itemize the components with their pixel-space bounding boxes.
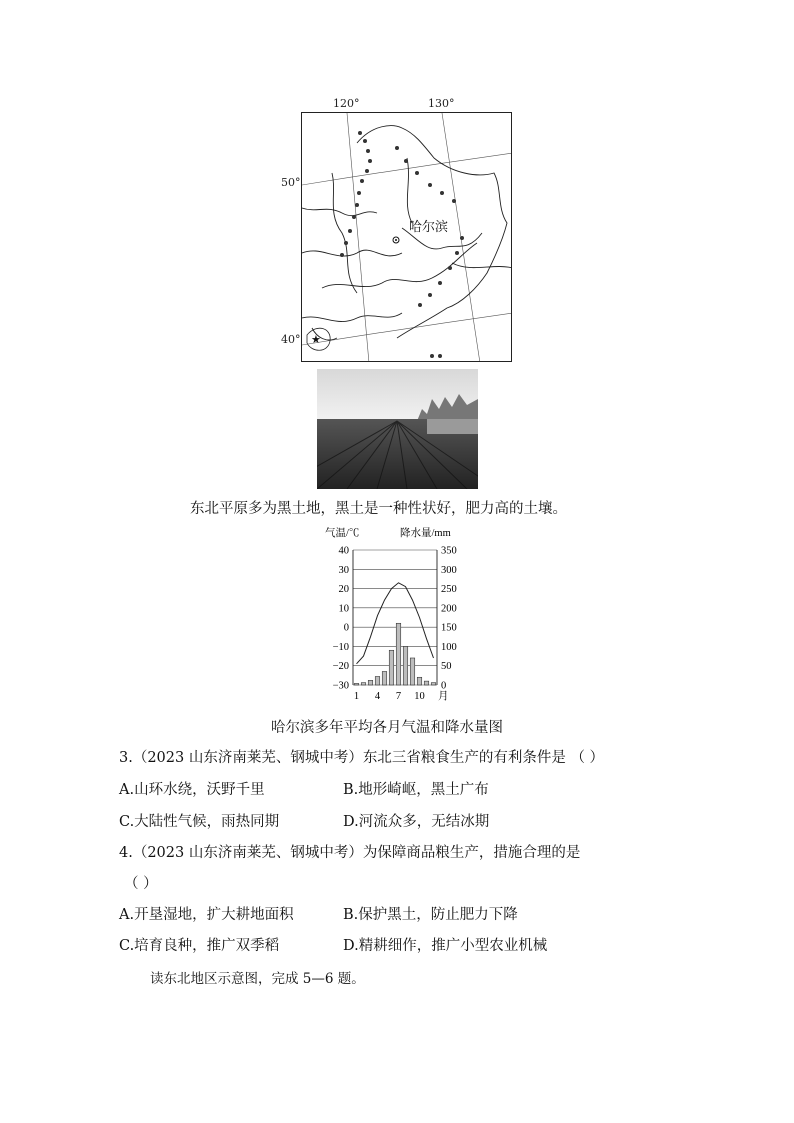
capital-star-icon: ★ [311,333,321,346]
northeast-map [301,112,512,362]
instruction-text: 读东北地区示意图，完成 5—6 题。 [150,971,365,987]
q3-option-d[interactable]: D.河流众多，无结冰期 [343,814,490,830]
q4-option-a[interactable]: A.开垦湿地，扩大耕地面积 [119,907,294,923]
x-tick-label: 7 [395,691,402,702]
right-tick-label: 250 [441,584,457,596]
precipitation-bar [396,623,400,685]
precipitation-bar [382,672,386,686]
left-tick-label: 0 [343,622,349,634]
q4-option-d[interactable]: D.精耕细作，推广小型农业机械 [343,938,548,954]
city-label-harbin: 哈尔滨 [409,220,449,235]
photo-svg [317,369,478,489]
temperature-line [357,583,434,664]
map-svg [302,113,512,362]
precipitation-bar [403,646,407,685]
question-4-stem: 4.（2023 山东济南莱芜、钢城中考）为保障商品粮生产，措施合理的是 [119,845,581,861]
left-tick-label: −30 [332,680,349,692]
lon-label-120: 120° [333,97,360,110]
x-tick-label: 1 [353,691,360,702]
x-tick-label: 4 [374,691,381,702]
lat-label-40: 40° [281,333,301,346]
precipitation-bar [361,683,365,685]
black-soil-photo [317,369,478,489]
photo-caption: 东北平原多为黑土地，黑土是一种性状好，肥力高的土壤。 [190,501,567,517]
right-tick-label: 150 [441,622,457,634]
chart-title: 哈尔滨多年平均各月气温和降水量图 [271,720,503,736]
q3-option-a[interactable]: A.山环水绕，沃野千里 [119,782,265,798]
question-3-stem: 3.（2023 山东济南莱芜、钢城中考）东北三省粮食生产的有利条件是 （ ） [119,750,605,766]
right-tick-label: 200 [441,603,457,615]
lon-label-130: 130° [428,97,455,110]
left-axis-title: 气温/℃ [325,528,360,539]
precipitation-bar [417,677,421,685]
left-tick-label: 10 [338,603,349,615]
left-tick-label: 20 [338,584,349,596]
x-tick-label: 10 [414,691,425,702]
q3-option-b[interactable]: B.地形崎岖，黑土广布 [343,782,489,798]
right-tick-label: 350 [441,545,457,557]
precipitation-bar [410,658,414,685]
q4-option-b[interactable]: B.保护黑土，防止肥力下降 [343,907,518,923]
precipitation-bar [368,680,372,685]
graticule [302,113,512,362]
question-4-bracket: （ ） [124,876,158,892]
q4-option-c[interactable]: C.培育良种，推广双季稻 [119,938,280,954]
right-axis-title: 降水量/mm [400,528,451,539]
left-tick-label: 40 [338,545,349,557]
q3-option-c[interactable]: C.大陆性气候，雨热同期 [119,814,280,830]
x-axis-unit: 月 [438,691,449,702]
precipitation-bar [431,683,435,685]
precipitation-bar [389,650,393,685]
left-tick-label: −10 [332,641,349,653]
right-tick-label: 100 [441,641,457,653]
right-tick-label: 0 [441,680,447,692]
precipitation-bar [375,677,379,685]
climate-chart [300,523,480,703]
right-tick-label: 300 [441,564,457,576]
precipitation-bar [424,681,428,685]
precipitation-bar [354,683,358,685]
right-tick-label: 50 [441,661,452,673]
lat-label-50: 50° [281,176,301,189]
left-tick-label: 30 [338,564,349,576]
left-tick-label: −20 [332,661,349,673]
